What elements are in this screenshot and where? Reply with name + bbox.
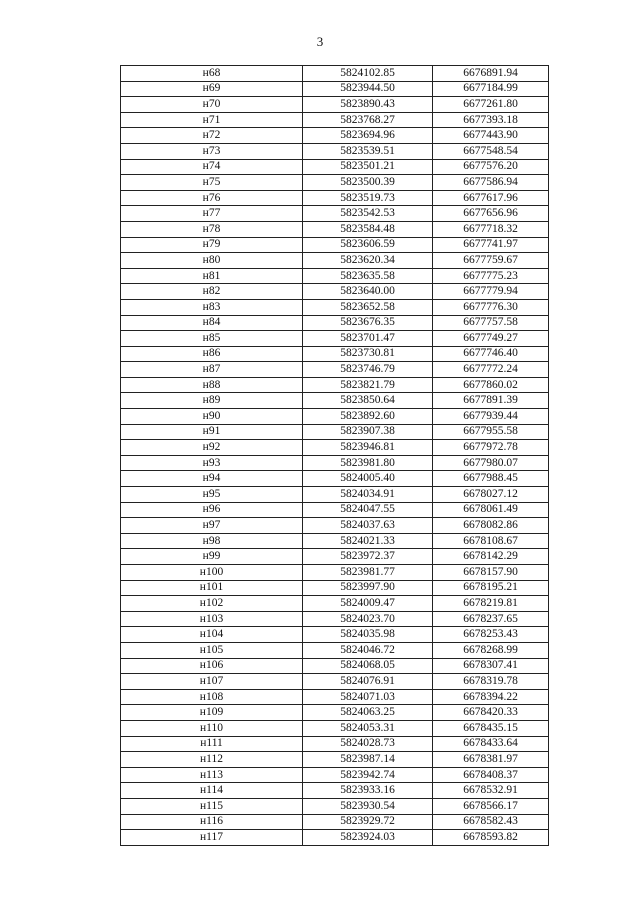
point-name-cell: н82 <box>121 284 303 300</box>
y-coordinate-cell: 6677955.58 <box>433 424 549 440</box>
point-name-cell: н111 <box>121 736 303 752</box>
point-name-cell: н110 <box>121 720 303 736</box>
x-coordinate-cell: 5824046.72 <box>303 642 433 658</box>
point-name-cell: н115 <box>121 798 303 814</box>
table-row <box>121 674 549 690</box>
table-row <box>121 627 549 643</box>
table-row <box>121 190 549 206</box>
y-coordinate-cell: 6678195.21 <box>433 580 549 596</box>
y-coordinate-cell: 6678408.37 <box>433 767 549 783</box>
x-coordinate-cell: 5824071.03 <box>303 689 433 705</box>
point-name-cell: н104 <box>121 627 303 643</box>
y-coordinate-cell: 6678268.99 <box>433 642 549 658</box>
coordinates-table-body <box>121 66 549 846</box>
x-coordinate-cell: 5824102.85 <box>303 66 433 82</box>
x-coordinate-cell: 5823694.96 <box>303 128 433 144</box>
point-name-cell: н93 <box>121 455 303 471</box>
y-coordinate-cell: 6677393.18 <box>433 112 549 128</box>
table-row <box>121 642 549 658</box>
table-row <box>121 315 549 331</box>
point-name-cell: н103 <box>121 611 303 627</box>
y-coordinate-cell: 6677746.40 <box>433 346 549 362</box>
y-coordinate-cell: 6677972.78 <box>433 440 549 456</box>
point-name-cell: н107 <box>121 674 303 690</box>
y-coordinate-cell: 6677656.96 <box>433 206 549 222</box>
y-coordinate-cell: 6677548.54 <box>433 143 549 159</box>
table-row <box>121 471 549 487</box>
table-row <box>121 253 549 269</box>
x-coordinate-cell: 5823907.38 <box>303 424 433 440</box>
y-coordinate-cell: 6677749.27 <box>433 331 549 347</box>
x-coordinate-cell: 5823821.79 <box>303 377 433 393</box>
y-coordinate-cell: 6677775.23 <box>433 268 549 284</box>
table-row <box>121 362 549 378</box>
y-coordinate-cell: 6677443.90 <box>433 128 549 144</box>
point-name-cell: н83 <box>121 299 303 315</box>
y-coordinate-cell: 6678108.67 <box>433 533 549 549</box>
point-name-cell: н89 <box>121 393 303 409</box>
x-coordinate-cell: 5823730.81 <box>303 346 433 362</box>
y-coordinate-cell: 6678433.64 <box>433 736 549 752</box>
y-coordinate-cell: 6677776.30 <box>433 299 549 315</box>
table-row <box>121 830 549 846</box>
table-row <box>121 502 549 518</box>
table-row <box>121 143 549 159</box>
x-coordinate-cell: 5824037.63 <box>303 518 433 534</box>
point-name-cell: н112 <box>121 752 303 768</box>
y-coordinate-cell: 6678027.12 <box>433 487 549 503</box>
y-coordinate-cell: 6677741.97 <box>433 237 549 253</box>
point-name-cell: н98 <box>121 533 303 549</box>
y-coordinate-cell: 6677757.58 <box>433 315 549 331</box>
table-row <box>121 393 549 409</box>
y-coordinate-cell: 6678532.91 <box>433 783 549 799</box>
x-coordinate-cell: 5823981.77 <box>303 565 433 581</box>
x-coordinate-cell: 5824034.91 <box>303 487 433 503</box>
point-name-cell: н95 <box>121 487 303 503</box>
y-coordinate-cell: 6678061.49 <box>433 502 549 518</box>
point-name-cell: н87 <box>121 362 303 378</box>
y-coordinate-cell: 6678582.43 <box>433 814 549 830</box>
point-name-cell: н101 <box>121 580 303 596</box>
point-name-cell: н69 <box>121 81 303 97</box>
y-coordinate-cell: 6677718.32 <box>433 221 549 237</box>
point-name-cell: н108 <box>121 689 303 705</box>
point-name-cell: н90 <box>121 409 303 425</box>
point-name-cell: н75 <box>121 175 303 191</box>
point-name-cell: н74 <box>121 159 303 175</box>
point-name-cell: н70 <box>121 97 303 113</box>
table-row <box>121 611 549 627</box>
y-coordinate-cell: 6678082.86 <box>433 518 549 534</box>
table-row <box>121 565 549 581</box>
table-row <box>121 331 549 347</box>
x-coordinate-cell: 5823942.74 <box>303 767 433 783</box>
y-coordinate-cell: 6677576.20 <box>433 159 549 175</box>
y-coordinate-cell: 6677980.07 <box>433 455 549 471</box>
table-row <box>121 533 549 549</box>
table-row <box>121 377 549 393</box>
point-name-cell: н99 <box>121 549 303 565</box>
table-row <box>121 783 549 799</box>
point-name-cell: н91 <box>121 424 303 440</box>
y-coordinate-cell: 6677184.99 <box>433 81 549 97</box>
y-coordinate-cell: 6678219.81 <box>433 596 549 612</box>
table-row <box>121 97 549 113</box>
point-name-cell: н88 <box>121 377 303 393</box>
y-coordinate-cell: 6678237.65 <box>433 611 549 627</box>
point-name-cell: н117 <box>121 830 303 846</box>
table-row <box>121 798 549 814</box>
point-name-cell: н72 <box>121 128 303 144</box>
table-row <box>121 159 549 175</box>
table-row <box>121 689 549 705</box>
table-row <box>121 736 549 752</box>
x-coordinate-cell: 5823635.58 <box>303 268 433 284</box>
point-name-cell: н85 <box>121 331 303 347</box>
table-row <box>121 221 549 237</box>
x-coordinate-cell: 5824021.33 <box>303 533 433 549</box>
point-name-cell: н76 <box>121 190 303 206</box>
point-name-cell: н80 <box>121 253 303 269</box>
x-coordinate-cell: 5824063.25 <box>303 705 433 721</box>
table-row <box>121 175 549 191</box>
table-row <box>121 580 549 596</box>
point-name-cell: н71 <box>121 112 303 128</box>
table-row <box>121 767 549 783</box>
table-row <box>121 455 549 471</box>
y-coordinate-cell: 6677759.67 <box>433 253 549 269</box>
y-coordinate-cell: 6678319.78 <box>433 674 549 690</box>
y-coordinate-cell: 6678593.82 <box>433 830 549 846</box>
table-row <box>121 66 549 82</box>
table-row <box>121 720 549 736</box>
table-row <box>121 814 549 830</box>
table-row <box>121 440 549 456</box>
table-row <box>121 658 549 674</box>
table-row <box>121 128 549 144</box>
y-coordinate-cell: 6678394.22 <box>433 689 549 705</box>
x-coordinate-cell: 5823930.54 <box>303 798 433 814</box>
x-coordinate-cell: 5823944.50 <box>303 81 433 97</box>
table-row <box>121 268 549 284</box>
y-coordinate-cell: 6678142.29 <box>433 549 549 565</box>
table-row <box>121 346 549 362</box>
x-coordinate-cell: 5824009.47 <box>303 596 433 612</box>
x-coordinate-cell: 5823946.81 <box>303 440 433 456</box>
point-name-cell: н96 <box>121 502 303 518</box>
x-coordinate-cell: 5823501.21 <box>303 159 433 175</box>
y-coordinate-cell: 6678157.90 <box>433 565 549 581</box>
x-coordinate-cell: 5823890.43 <box>303 97 433 113</box>
table-row <box>121 424 549 440</box>
point-name-cell: н109 <box>121 705 303 721</box>
x-coordinate-cell: 5823997.90 <box>303 580 433 596</box>
x-coordinate-cell: 5823892.60 <box>303 409 433 425</box>
x-coordinate-cell: 5824035.98 <box>303 627 433 643</box>
x-coordinate-cell: 5824005.40 <box>303 471 433 487</box>
y-coordinate-cell: 6677891.39 <box>433 393 549 409</box>
coordinates-table <box>120 65 549 846</box>
x-coordinate-cell: 5823519.73 <box>303 190 433 206</box>
y-coordinate-cell: 6678435.15 <box>433 720 549 736</box>
x-coordinate-cell: 5823606.59 <box>303 237 433 253</box>
point-name-cell: н68 <box>121 66 303 82</box>
x-coordinate-cell: 5823981.80 <box>303 455 433 471</box>
x-coordinate-cell: 5823542.53 <box>303 206 433 222</box>
point-name-cell: н84 <box>121 315 303 331</box>
point-name-cell: н78 <box>121 221 303 237</box>
x-coordinate-cell: 5823933.16 <box>303 783 433 799</box>
table-row <box>121 518 549 534</box>
table-row <box>121 112 549 128</box>
page-number: 3 <box>316 34 324 49</box>
y-coordinate-cell: 6678253.43 <box>433 627 549 643</box>
point-name-cell: н105 <box>121 642 303 658</box>
table-row <box>121 752 549 768</box>
table-row <box>121 299 549 315</box>
x-coordinate-cell: 5823929.72 <box>303 814 433 830</box>
x-coordinate-cell: 5823640.00 <box>303 284 433 300</box>
x-coordinate-cell: 5824076.91 <box>303 674 433 690</box>
y-coordinate-cell: 6677617.96 <box>433 190 549 206</box>
y-coordinate-cell: 6677586.94 <box>433 175 549 191</box>
table-row <box>121 409 549 425</box>
point-name-cell: н86 <box>121 346 303 362</box>
table-row <box>121 81 549 97</box>
table-row <box>121 549 549 565</box>
x-coordinate-cell: 5823972.37 <box>303 549 433 565</box>
x-coordinate-cell: 5823987.14 <box>303 752 433 768</box>
y-coordinate-cell: 6677988.45 <box>433 471 549 487</box>
x-coordinate-cell: 5824047.55 <box>303 502 433 518</box>
point-name-cell: н100 <box>121 565 303 581</box>
x-coordinate-cell: 5823676.35 <box>303 315 433 331</box>
x-coordinate-cell: 5823850.64 <box>303 393 433 409</box>
point-name-cell: н92 <box>121 440 303 456</box>
point-name-cell: н97 <box>121 518 303 534</box>
x-coordinate-cell: 5823746.79 <box>303 362 433 378</box>
x-coordinate-cell: 5823652.58 <box>303 299 433 315</box>
point-name-cell: н73 <box>121 143 303 159</box>
y-coordinate-cell: 6678420.33 <box>433 705 549 721</box>
x-coordinate-cell: 5823924.03 <box>303 830 433 846</box>
y-coordinate-cell: 6678307.41 <box>433 658 549 674</box>
table-row <box>121 487 549 503</box>
x-coordinate-cell: 5823539.51 <box>303 143 433 159</box>
y-coordinate-cell: 6677772.24 <box>433 362 549 378</box>
x-coordinate-cell: 5824053.31 <box>303 720 433 736</box>
table-row <box>121 596 549 612</box>
x-coordinate-cell: 5823701.47 <box>303 331 433 347</box>
y-coordinate-cell: 6676891.94 <box>433 66 549 82</box>
point-name-cell: н77 <box>121 206 303 222</box>
point-name-cell: н81 <box>121 268 303 284</box>
y-coordinate-cell: 6678381.97 <box>433 752 549 768</box>
y-coordinate-cell: 6677939.44 <box>433 409 549 425</box>
x-coordinate-cell: 5823620.34 <box>303 253 433 269</box>
point-name-cell: н94 <box>121 471 303 487</box>
y-coordinate-cell: 6677261.80 <box>433 97 549 113</box>
x-coordinate-cell: 5824023.70 <box>303 611 433 627</box>
table-row <box>121 206 549 222</box>
x-coordinate-cell: 5824068.05 <box>303 658 433 674</box>
table-row <box>121 705 549 721</box>
y-coordinate-cell: 6678566.17 <box>433 798 549 814</box>
y-coordinate-cell: 6677779.94 <box>433 284 549 300</box>
y-coordinate-cell: 6677860.02 <box>433 377 549 393</box>
point-name-cell: н116 <box>121 814 303 830</box>
x-coordinate-cell: 5824028.73 <box>303 736 433 752</box>
point-name-cell: н114 <box>121 783 303 799</box>
x-coordinate-cell: 5823500.39 <box>303 175 433 191</box>
table-row <box>121 284 549 300</box>
point-name-cell: н79 <box>121 237 303 253</box>
table-row <box>121 237 549 253</box>
point-name-cell: н102 <box>121 596 303 612</box>
x-coordinate-cell: 5823768.27 <box>303 112 433 128</box>
point-name-cell: н106 <box>121 658 303 674</box>
point-name-cell: н113 <box>121 767 303 783</box>
x-coordinate-cell: 5823584.48 <box>303 221 433 237</box>
